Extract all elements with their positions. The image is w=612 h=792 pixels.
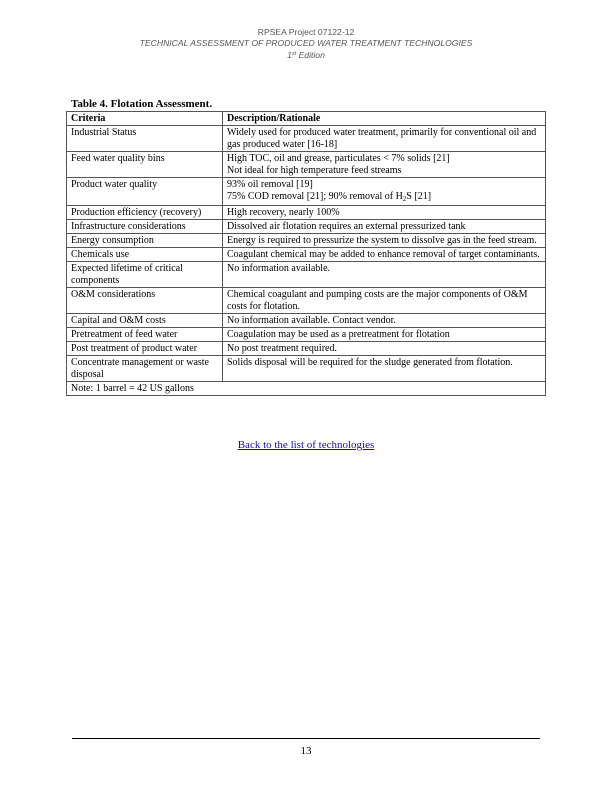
description-line: High TOC, oil and grease, particulates < 7% solids [21]: [227, 153, 450, 164]
description-line: 75% COD removal [21]; 90% removal of $H_2S$ [21]: [227, 191, 432, 203]
table-row: [67, 342, 546, 356]
description-cell: Dissolved air flotation requires an external pressurized tank: [223, 220, 546, 234]
description-cell: No information available.: [223, 262, 546, 288]
page-number: 13: [300, 745, 312, 757]
footer-divider: [72, 738, 540, 739]
report-title: TECHNICAL ASSESSMENT OF PRODUCED WATER TREATMENT TECHNOLOGIES: [139, 38, 473, 48]
description-cell: [223, 178, 546, 206]
table-header-row: [67, 112, 546, 126]
criteria-cell: Pretreatment of feed water: [67, 328, 223, 342]
table-row: [67, 356, 546, 382]
table-note-row: [67, 382, 546, 396]
table-row: [67, 234, 546, 248]
description-line: Not ideal for high temperature feed streams: [227, 165, 402, 176]
table-row: [67, 288, 546, 314]
project-id: RPSEA Project 07122-12: [257, 27, 355, 37]
edition: 1st Edition: [287, 50, 325, 60]
column-header-criteria: Criteria: [67, 112, 223, 126]
description-cell: [223, 152, 546, 178]
criteria-cell: Concentrate management or waste disposal: [67, 356, 223, 382]
column-header-description: Description/Rationale: [223, 112, 546, 126]
table-row: [67, 126, 546, 152]
criteria-cell: Production efficiency (recovery): [67, 206, 223, 220]
criteria-cell: Product water quality: [67, 178, 223, 206]
criteria-cell: Chemicals use: [67, 248, 223, 262]
criteria-cell: O&M considerations: [67, 288, 223, 314]
table-note: Note: 1 barrel = 42 US gallons: [67, 382, 546, 396]
description-cell: High recovery, nearly 100%: [223, 206, 546, 220]
criteria-cell: Industrial Status: [67, 126, 223, 152]
criteria-cell: Capital and O&M costs: [67, 314, 223, 328]
table-row: [67, 262, 546, 288]
description-cell: Energy is required to pressurize the system to dissolve gas in the feed stream.: [223, 234, 546, 248]
table-row: [67, 248, 546, 262]
criteria-cell: Post treatment of product water: [67, 342, 223, 356]
description-cell: Solids disposal will be required for the sludge generated from flotation.: [223, 356, 546, 382]
description-cell: Coagulant chemical may be added to enhance removal of target contaminants.: [223, 248, 546, 262]
table-title: Table 4. Flotation Assessment.: [71, 98, 213, 110]
page-header: [0, 27, 612, 61]
description-line: 93% oil removal [19]: [227, 179, 313, 190]
criteria-cell: Expected lifetime of critical components: [67, 262, 223, 288]
criteria-cell: Energy consumption: [67, 234, 223, 248]
table-row: [67, 220, 546, 234]
back-to-technologies-link[interactable]: Back to the list of technologies: [237, 439, 375, 451]
table-row: [67, 152, 546, 178]
flotation-assessment-table: [66, 111, 546, 396]
criteria-cell: Infrastructure considerations: [67, 220, 223, 234]
criteria-cell: Feed water quality bins: [67, 152, 223, 178]
table-row: [67, 206, 546, 220]
description-cell: Widely used for produced water treatment, primarily for conventional oil and gas produced water [16-18]: [223, 126, 546, 152]
table-row: [67, 314, 546, 328]
description-cell: Coagulation may be used as a pretreatment for flotation: [223, 328, 546, 342]
table-row: [67, 328, 546, 342]
table-row: [67, 178, 546, 206]
description-cell: No post treatment required.: [223, 342, 546, 356]
description-cell: Chemical coagulant and pumping costs are the major components of O&M costs for flotation.: [223, 288, 546, 314]
description-cell: No information available. Contact vendor.: [223, 314, 546, 328]
